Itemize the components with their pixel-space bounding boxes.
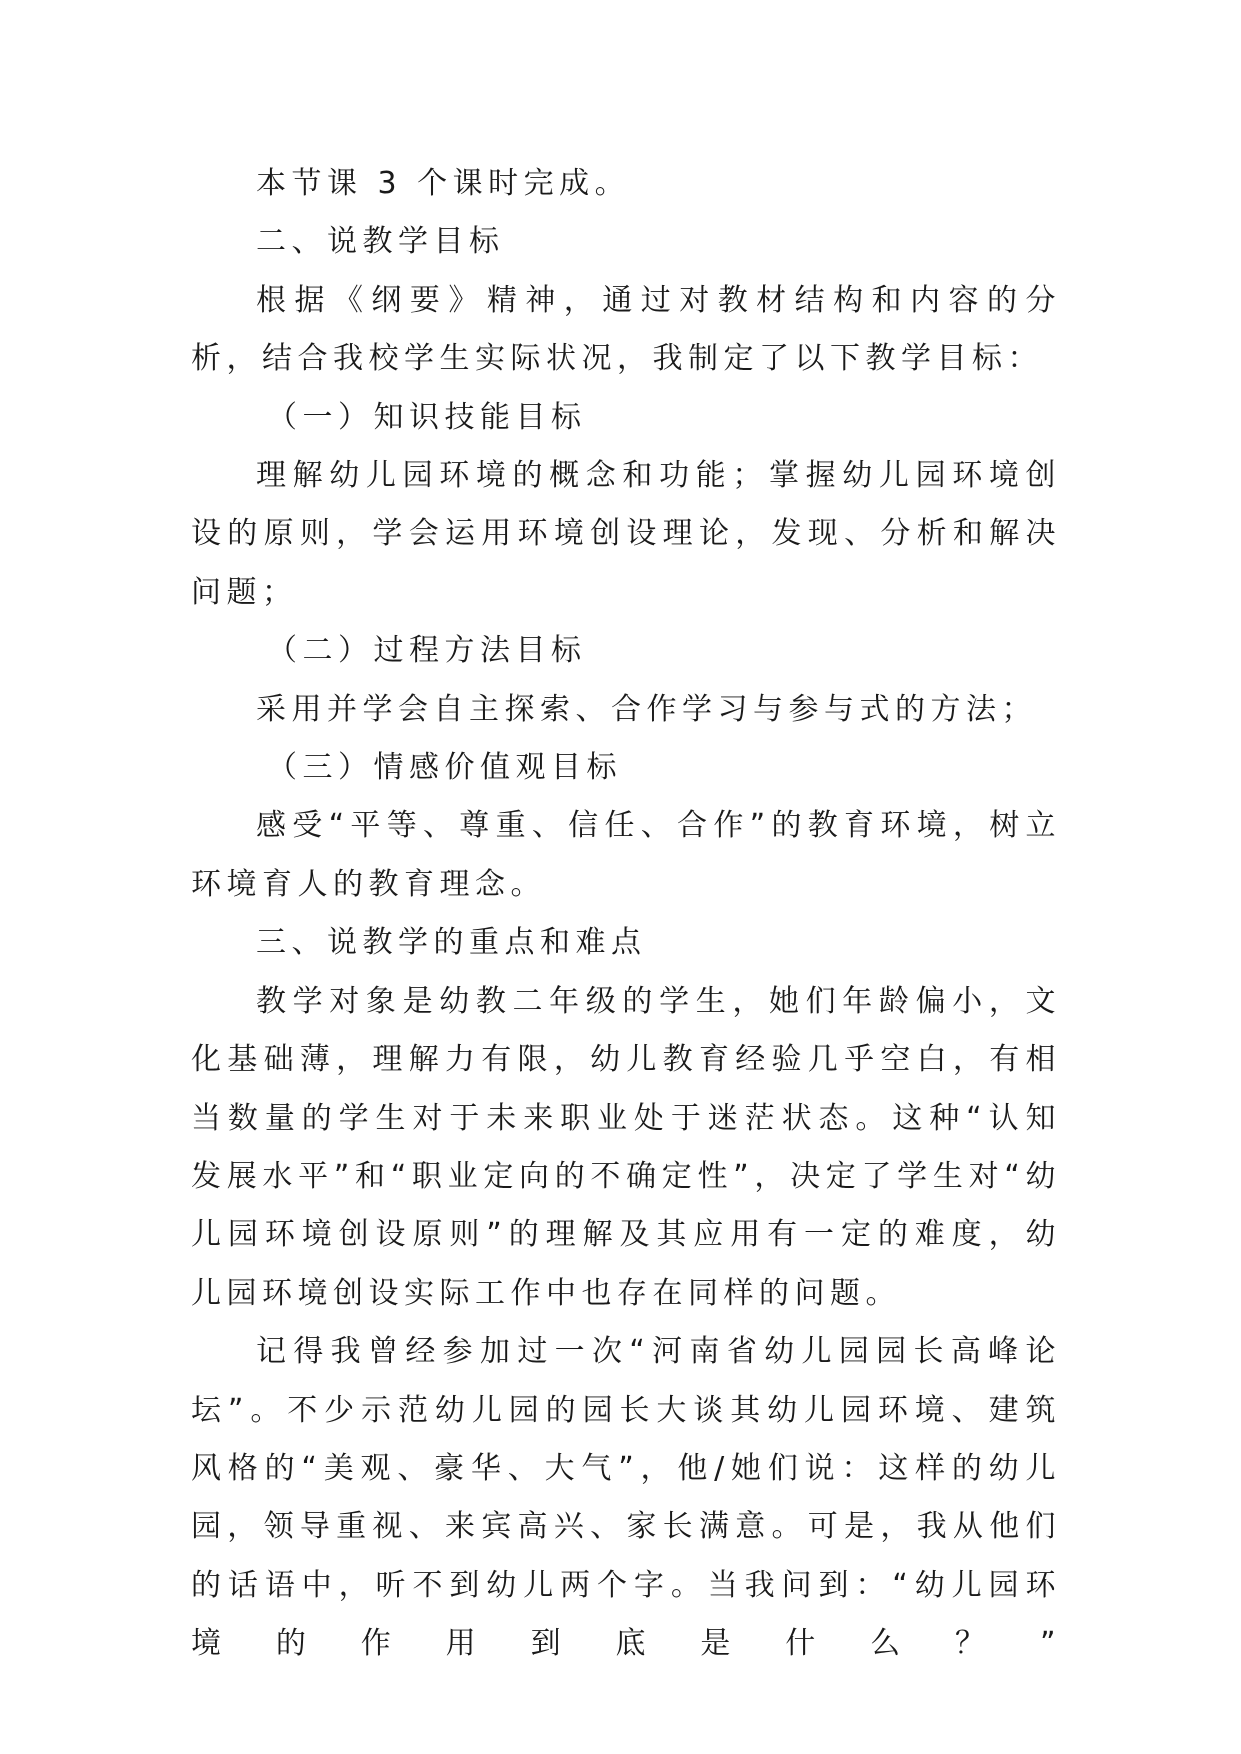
paragraph-process-method: 采用并学会自主探索、合作学习与参与式的方法；	[256, 691, 1037, 727]
paragraph-emotion-values: 感受“平等、尊重、信任、合作”的教育环境，树立环境育人的教育理念。	[191, 808, 1061, 902]
heading-teaching-objectives: 二、说教学目标	[256, 224, 505, 260]
paragraph-class-hours: 本节课 3 个课时完成。	[256, 166, 631, 201]
paragraph-forum-anecdote: 记得我曾经参加过一次“河南省幼儿园园长高峰论坛”。不少示范幼儿园的园长大谈其幼儿园环境、建筑风格的“美观、豪华、大气”，他/她们说：这样的幼儿园，领导重视、来宾高兴、家长满意。可是，我从他们的话语中，听不到幼儿两个字。当我问到：“幼儿园环境的作用到底是什么？”	[191, 1334, 1061, 1662]
paragraph-knowledge-skills: 理解幼儿园环境的概念和功能；掌握幼儿园环境创设的原则，学会运用环境创设理论，发现、分析和解决问题；	[191, 458, 1061, 610]
heading-key-difficult-points: 三、说教学的重点和难点	[256, 925, 647, 961]
subheading-process-method: （二）过程方法目标	[267, 633, 587, 669]
subheading-knowledge-skills: （一）知识技能目标	[267, 399, 587, 435]
subheading-emotion-values: （三）情感价值观目标	[267, 750, 622, 786]
paragraph-objectives-intro: 根据《纲要》精神，通过对教材结构和内容的分析，结合我校学生实际状况，我制定了以下教学目标：	[191, 282, 1061, 377]
paragraph-teaching-subjects: 教学对象是幼教二年级的学生，她们年龄偏小，文化基础薄，理解力有限，幼儿教育经验几乎空白，有相当数量的学生对于未来职业处于迷茫状态。这种“认知发展水平”和“职业定向的不确定性”，决定了学生对“幼儿园环境创设原则”的理解及其应用有一定的难度，幼儿园环境创设实际工作中也存在同样的问题。	[191, 983, 1061, 1311]
document-body	[191, 155, 1061, 1674]
